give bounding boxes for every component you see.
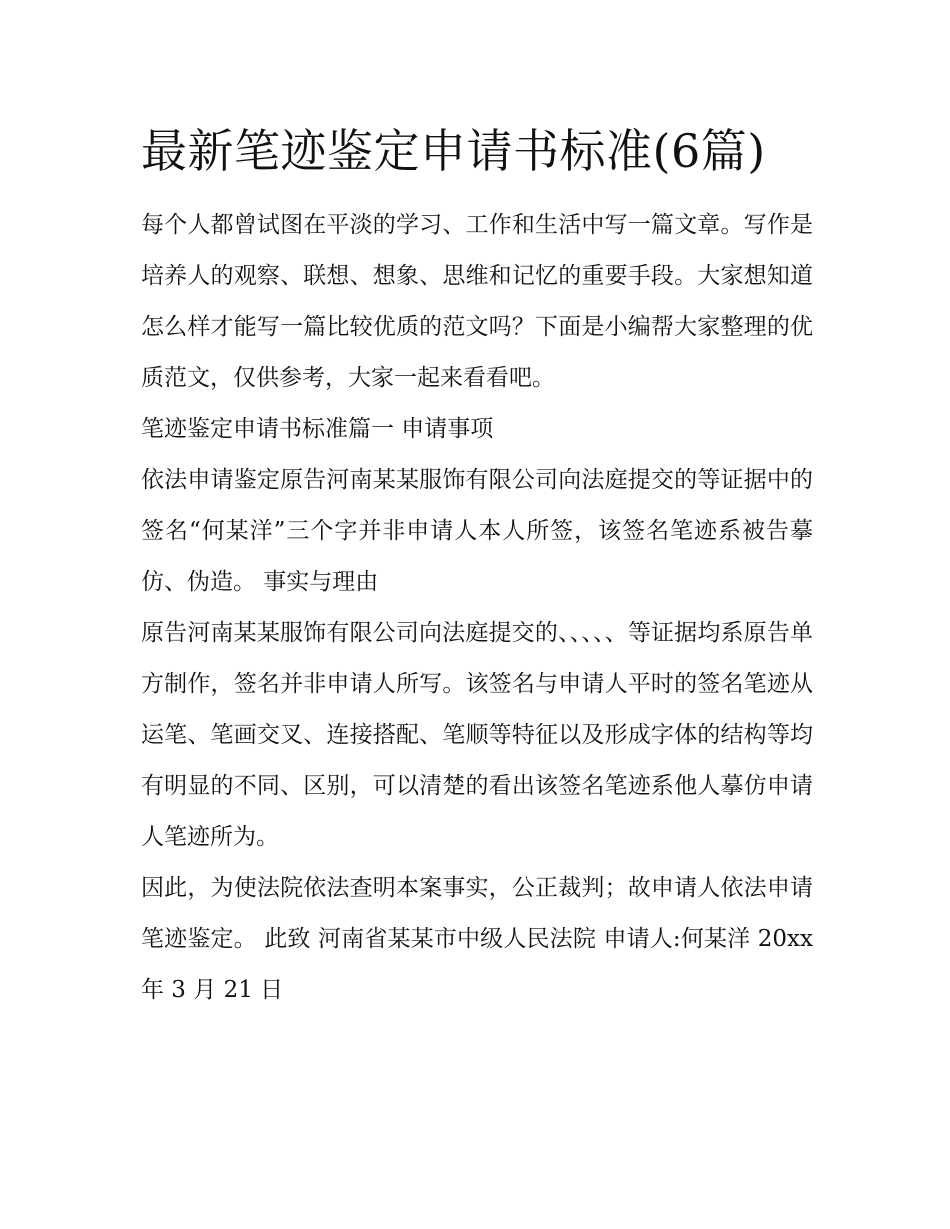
document-title: 最新笔迹鉴定申请书标准(6篇) [141, 124, 766, 178]
intro-paragraph: 每个人都曾试图在平淡的学习、工作和生活中写一篇文章。写作是培养人的观察、联想、想象、思维和记忆的重要手段。大家想知道怎么样才能写一篇比较优质的范文吗？下面是小编帮大家整理的优质范文，仅供参考，大家一起来看看吧。 [141, 212, 813, 391]
facts-paragraph: 原告河南某某服饰有限公司向法庭提交的、、、、、等证据均系原告单方制作，签名并非申请人所写。该签名与申请人平时的签名笔迹从运笔、笔画交叉、连接搭配、笔顺等特征以及形成字体的结构等均有明显的不同、区别，可以清楚的看出该签名笔迹系他人摹仿申请人笔迹所为。 [141, 620, 813, 850]
document-body [141, 112, 813, 1016]
closing-paragraph: 因此，为使法院依法查明本案事实，公正裁判；故申请人依法申请笔迹鉴定。 此致 河南省某某市中级人民法院 申请人:何某洋 20xx 年 3 月 21 日 [141, 875, 813, 1003]
section-heading: 笔迹鉴定申请书标准篇一 申请事项 [141, 416, 494, 442]
application-item-paragraph: 依法申请鉴定原告河南某某服饰有限公司向法庭提交的等证据中的签名“何某洋”三个字并非申请人本人所签，该签名笔迹系被告摹仿、伪造。 事实与理由 [141, 467, 813, 595]
